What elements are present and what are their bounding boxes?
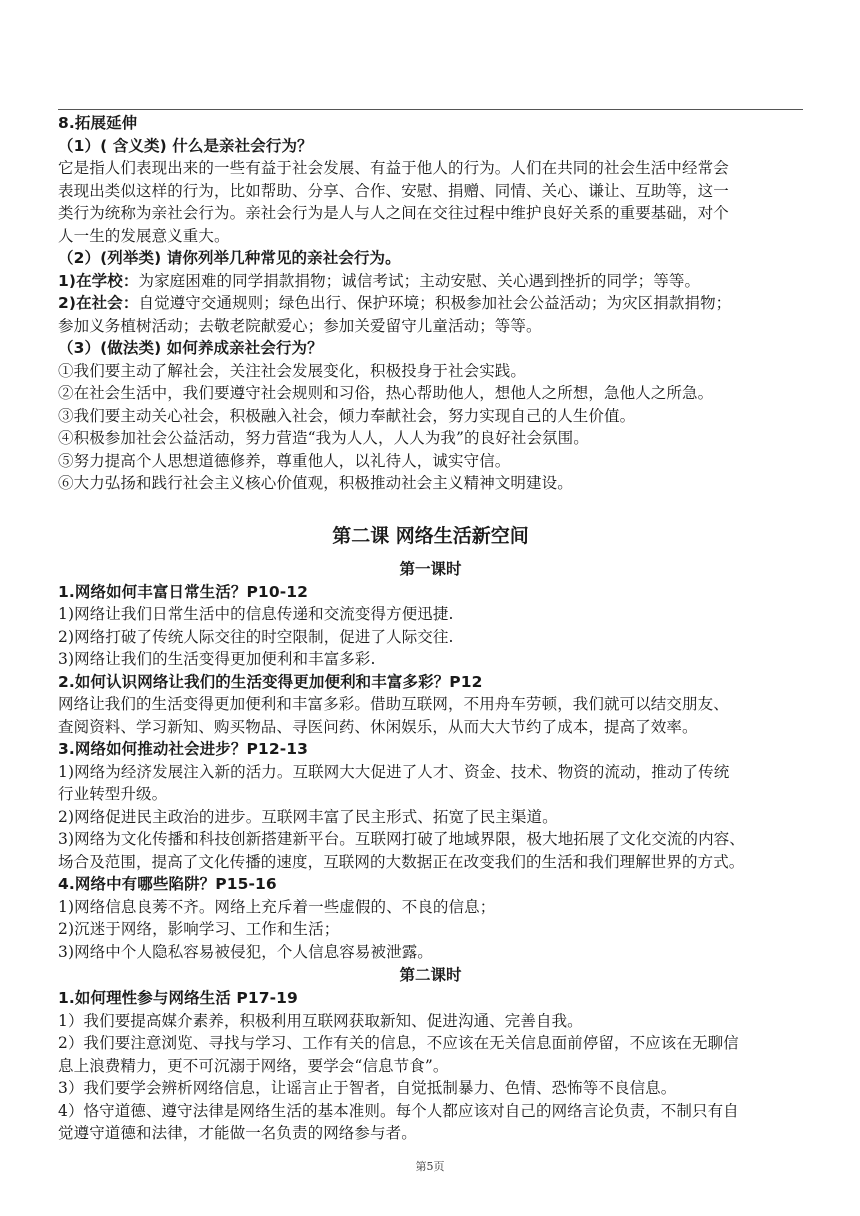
list-item: 2)沉迷于网络，影响学习、工作和生活； bbox=[58, 920, 340, 938]
question-heading: 1.网络如何丰富日常生活？P10-12 bbox=[58, 582, 309, 601]
paragraph-line: 查阅资料、学习新知、购买物品、寻医问药、休闲娱乐，从而大大节约了成本，提高了效率。 bbox=[58, 717, 698, 736]
list-item: 2)网络打破了传统人际交往的时空限制，促进了人际交往. bbox=[58, 627, 454, 646]
lesson-title: 第二课 网络生活新空间 bbox=[332, 524, 529, 547]
list-item: 1)网络为经济发展注入新的活力。互联网大大促进了人才、资金、技术、物资的流动，推动了传统 bbox=[58, 762, 730, 781]
list-item: ⑤努力提高个人思想道德修养，尊重他人，以礼待人，诚实守信。 bbox=[58, 451, 511, 470]
page-content bbox=[58, 112, 803, 1145]
list-item: 4）恪守道德、遵守法律是网络生活的基本准则。每个人都应该对自己的网络言论负责，不制只有自 bbox=[58, 1101, 739, 1120]
question-heading: 2.如何认识网络让我们的生活变得更加便利和丰富多彩？P12 bbox=[58, 672, 483, 691]
item-text: 自觉遵守交通规则；绿色出行、保护环境；积极参加社会公益活动；为灾区捐款捐物； bbox=[138, 294, 732, 312]
paragraph-line: 类行为统称为亲社会行为。亲社会行为是人与人之间在交往过程中维护良好关系的重要基础，对个 bbox=[58, 204, 729, 222]
page-number: 第5页 bbox=[415, 1160, 445, 1173]
list-item: 行业转型升级。 bbox=[58, 785, 168, 803]
list-item: 2）我们要注意浏览、寻找与学习、工作有关的信息，不应该在无关信息面前停留，不应该在无聊信 bbox=[58, 1034, 739, 1052]
header-rule bbox=[58, 109, 803, 110]
list-item: 3)网络让我们的生活变得更加便利和丰富多彩. bbox=[58, 650, 376, 668]
list-item: 3）我们要学会辨析网络信息，让谣言止于智者，自觉抵制暴力、色情、恐怖等不良信息。 bbox=[58, 1079, 677, 1097]
question-heading: （1）( 含义类) 什么是亲社会行为？ bbox=[58, 136, 313, 155]
paragraph-line: 它是指人们表现出来的一些有益于社会发展、有益于他人的行为。人们在共同的社会生活中经常会 bbox=[58, 159, 729, 177]
list-item: ⑥大力弘扬和践行社会主义核心价值观，积极推动社会主义精神文明建设。 bbox=[58, 474, 573, 492]
session-title: 第二课时 bbox=[399, 966, 462, 984]
question-heading: （3）(做法类) 如何养成亲社会行为？ bbox=[58, 339, 323, 357]
session-title: 第一课时 bbox=[399, 559, 462, 578]
item-label: 2)在社会： bbox=[58, 294, 139, 312]
paragraph-line bbox=[58, 270, 803, 293]
list-item: ①我们要主动了解社会，关注社会发展变化，积极投身于社会实践。 bbox=[58, 361, 527, 380]
question-heading: 3.网络如何推动社会进步？P12-13 bbox=[58, 740, 309, 758]
list-item: 1)网络信息良莠不齐。网络上充斥着一些虚假的、不良的信息； bbox=[58, 897, 496, 916]
paragraph-line bbox=[58, 292, 803, 315]
paragraph-line: 表现出类似这样的行为，比如帮助、分享、合作、安慰、捐赠、同情、关心、谦让、互助等，这一 bbox=[58, 181, 729, 200]
list-item: 场合及范围，提高了文化传播的速度，互联网的大数据正在改变我们的生活和我们理解世界的方式。 bbox=[58, 852, 745, 871]
question-heading: （2）(列举类) 请你列举几种常见的亲社会行为。 bbox=[58, 249, 401, 267]
paragraph-line: 人一生的发展意义重大。 bbox=[58, 226, 230, 245]
item-text: 为家庭困难的同学捐款捐物；诚信考试；主动安慰、关心遇到挫折的同学；等等。 bbox=[138, 271, 701, 290]
section-heading: 8.拓展延伸 bbox=[58, 114, 138, 132]
list-item: 息上浪费精力，更不可沉溺于网络，要学会“信息节食”。 bbox=[58, 1056, 449, 1075]
list-item: 2)网络促进民主政治的进步。互联网丰富了民主形式、拓宽了民主渠道。 bbox=[58, 807, 558, 826]
list-item: 1）我们要提高媒介素养，积极利用互联网获取新知、促进沟通、完善自我。 bbox=[58, 1011, 583, 1030]
list-item: ③我们要主动关心社会，积极融入社会，倾力奉献社会，努力实现自己的人生价值。 bbox=[58, 406, 636, 425]
list-item: ④积极参加社会公益活动，努力营造“我为人人，人人为我”的良好社会氛围。 bbox=[58, 429, 589, 447]
paragraph-line: 网络让我们的生活变得更加便利和丰富多彩。借助互联网，不用舟车劳顿，我们就可以结交朋友、 bbox=[58, 695, 729, 713]
paragraph-line: 参加义务植树活动；去敬老院献爱心；参加关爱留守儿童活动；等等。 bbox=[58, 316, 542, 335]
list-item: 1)网络让我们日常生活中的信息传递和交流变得方便迅捷. bbox=[58, 605, 454, 623]
list-item: 觉遵守道德和法律，才能做一名负责的网络参与者。 bbox=[58, 1124, 417, 1142]
list-item: 3)网络中个人隐私容易被侵犯，个人信息容易被泄露。 bbox=[58, 942, 433, 961]
question-heading: 1.如何理性参与网络生活 P17-19 bbox=[58, 989, 298, 1007]
list-item: ②在社会生活中，我们要遵守社会规则和习俗，热心帮助他人，想他人之所想，急他人之所急。 bbox=[58, 384, 714, 402]
question-heading: 4.网络中有哪些陷阱？P15-16 bbox=[58, 875, 277, 893]
list-item: 3)网络为文化传播和科技创新搭建新平台。互联网打破了地域界限，极大地拓展了文化交流的内容、 bbox=[58, 830, 745, 848]
item-label: 1)在学校： bbox=[58, 271, 139, 290]
